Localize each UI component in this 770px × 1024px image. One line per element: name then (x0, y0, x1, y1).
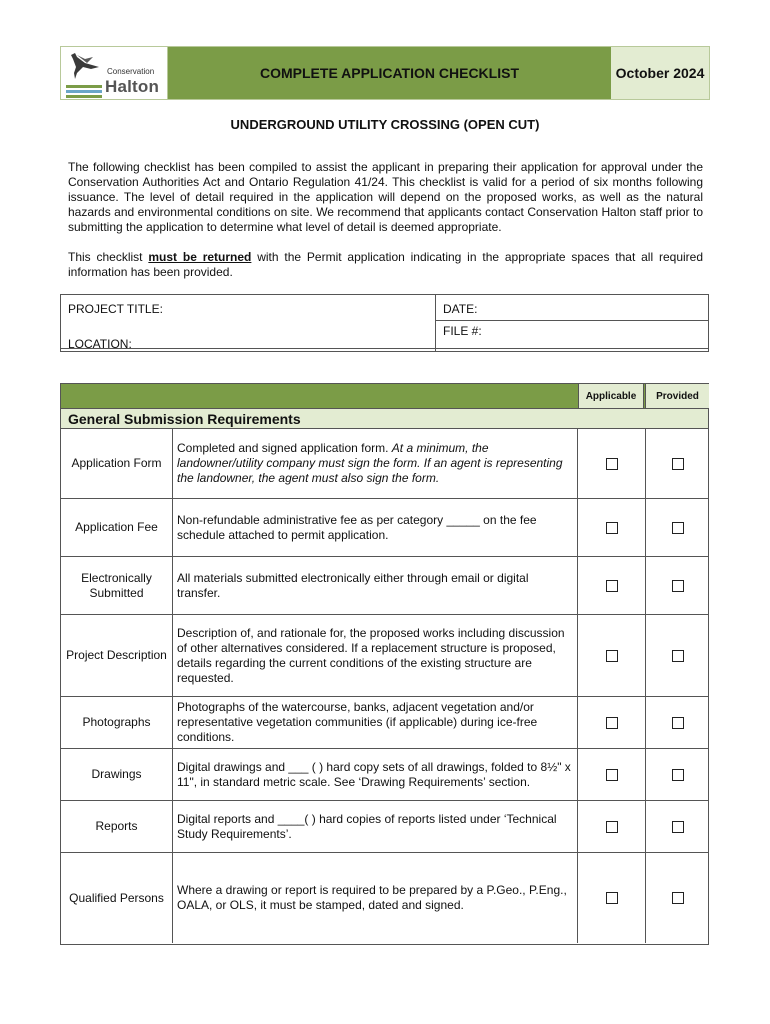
provided-cell (645, 697, 709, 748)
checklist-row (61, 499, 708, 557)
requirement-label: Qualified Persons (61, 853, 173, 943)
project-info-table (60, 294, 709, 352)
provided-checkbox[interactable] (672, 892, 684, 904)
requirement-description (173, 853, 578, 943)
date-field[interactable]: DATE: (443, 302, 478, 316)
requirement-description (173, 429, 578, 498)
provided-checkbox[interactable] (672, 522, 684, 534)
applicable-cell (578, 499, 646, 556)
requirement-label: Application Form (61, 429, 173, 498)
applicable-cell (578, 801, 646, 852)
description-note: At a minimum, the landowner/utility company must sign the form. If an agent is representing the landowner, the agent must also sign the form. (177, 441, 563, 485)
applicable-checkbox[interactable] (606, 580, 618, 592)
description-text: Photographs of the watercourse, banks, adjacent vegetation and/or representative vegetation communities (if applicable) during ice-free conditions. (177, 700, 538, 744)
description-text: Non-refundable administrative fee as per category _____ on the fee schedule attached to permit application. (177, 512, 537, 542)
conservation-halton-logo (61, 47, 168, 99)
provided-checkbox[interactable] (672, 821, 684, 833)
applicable-cell (578, 615, 646, 696)
logo-stripe (66, 95, 102, 98)
applicable-checkbox[interactable] (606, 458, 618, 470)
intro-paragraph: The following checklist has been compiled to assist the applicant in preparing their application for approval under the Conservation Authorities Act and Ontario Regulation 41/24. This checklist is valid for a period of six months following issuance. The level of detail required in the application will depend on the proposed works, as well as the natural hazards and environmental conditions on site. We recommend that applicants contact Conservation Halton staff prior to submitting the application to determine what level of detail is deemed appropriate. (68, 160, 703, 234)
requirement-description (173, 801, 578, 852)
applicable-cell (578, 429, 646, 498)
description-text: Completed and signed application form. (177, 441, 392, 455)
checklist-row (61, 853, 708, 943)
project-title-field[interactable]: PROJECT TITLE: (68, 302, 163, 316)
provided-checkbox[interactable] (672, 717, 684, 729)
applicable-cell (578, 697, 646, 748)
applicable-cell (578, 853, 646, 943)
requirement-label: Project Description (61, 615, 173, 696)
provided-checkbox[interactable] (672, 769, 684, 781)
revision-date: October 2024 (611, 47, 709, 99)
return-instruction (68, 250, 703, 280)
logo-text-small: Conservation (107, 67, 155, 76)
logo-stripe (66, 85, 102, 88)
requirement-description (173, 499, 578, 556)
applicable-cell (578, 749, 646, 800)
description-text: Where a drawing or report is required to be prepared by a P.Geo., P.Eng., OALA, or OLS, it must be stamped, dated and signed. (177, 883, 567, 912)
description-text: All materials submitted electronically either through email or digital transfer. (177, 570, 529, 600)
applicable-checkbox[interactable] (606, 522, 618, 534)
requirement-label: Application Fee (61, 499, 173, 556)
applicable-checkbox[interactable] (606, 650, 618, 662)
requirement-label: Photographs (61, 697, 173, 748)
provided-cell (645, 801, 709, 852)
heron-icon (65, 51, 105, 81)
requirement-label: Electronically Submitted (61, 557, 173, 614)
provided-cell (645, 749, 709, 800)
checklist-row (61, 697, 708, 749)
return-text-after: with the Permit application indicating in the appropriate spaces that all required information has been provided. (68, 250, 704, 279)
provided-checkbox[interactable] (672, 458, 684, 470)
checklist-row (61, 615, 708, 697)
checklist-row (61, 749, 708, 801)
requirement-label: Reports (61, 801, 173, 852)
description-text: Digital drawings and ___ ( ) hard copy sets of all drawings, folded to 8½" x 11", in standard metric scale. See ‘Drawing Requirements’ section. (177, 759, 571, 789)
checklist-table (60, 383, 709, 945)
provided-cell (645, 429, 709, 498)
provided-checkbox[interactable] (672, 580, 684, 592)
requirement-label: Drawings (61, 749, 173, 800)
section-title: General Submission Requirements (61, 409, 708, 429)
checklist-row (61, 557, 708, 615)
requirement-description (173, 615, 578, 696)
applicable-cell (578, 557, 646, 614)
applicable-checkbox[interactable] (606, 769, 618, 781)
checklist-row (61, 429, 708, 499)
file-number-field[interactable]: FILE #: (443, 324, 482, 338)
requirement-description (173, 697, 578, 748)
column-applicable: Applicable (578, 384, 644, 408)
provided-checkbox[interactable] (672, 650, 684, 662)
description-text: Description of, and rationale for, the proposed works including discussion of other alternatives considered. If a replacement structure is proposed, details regarding the current conditions of the existing structure are requested. (177, 625, 565, 685)
column-provided: Provided (645, 384, 709, 408)
logo-text-big: Halton (105, 77, 160, 96)
provided-cell (645, 557, 709, 614)
logo-stripe (66, 90, 102, 93)
column-header-row (61, 384, 708, 409)
checklist-title: COMPLETE APPLICATION CHECKLIST (168, 47, 611, 99)
checklist-row (61, 801, 708, 853)
description-text: Digital reports and ____( ) hard copies of reports listed under ‘Technical Study Requirements’. (177, 811, 557, 841)
requirement-description (173, 749, 578, 800)
provided-cell (645, 499, 709, 556)
provided-cell (645, 615, 709, 696)
applicable-checkbox[interactable] (606, 892, 618, 904)
document-header (60, 46, 710, 100)
applicable-checkbox[interactable] (606, 821, 618, 833)
document-subtitle: UNDERGROUND UTILITY CROSSING (OPEN CUT) (230, 117, 540, 132)
requirement-description (173, 557, 578, 614)
return-emphasis: must be returned (148, 250, 252, 264)
provided-cell (645, 853, 709, 943)
applicable-checkbox[interactable] (606, 717, 618, 729)
return-text-before: This checklist (68, 250, 149, 264)
location-field[interactable]: LOCATION: (68, 337, 132, 351)
